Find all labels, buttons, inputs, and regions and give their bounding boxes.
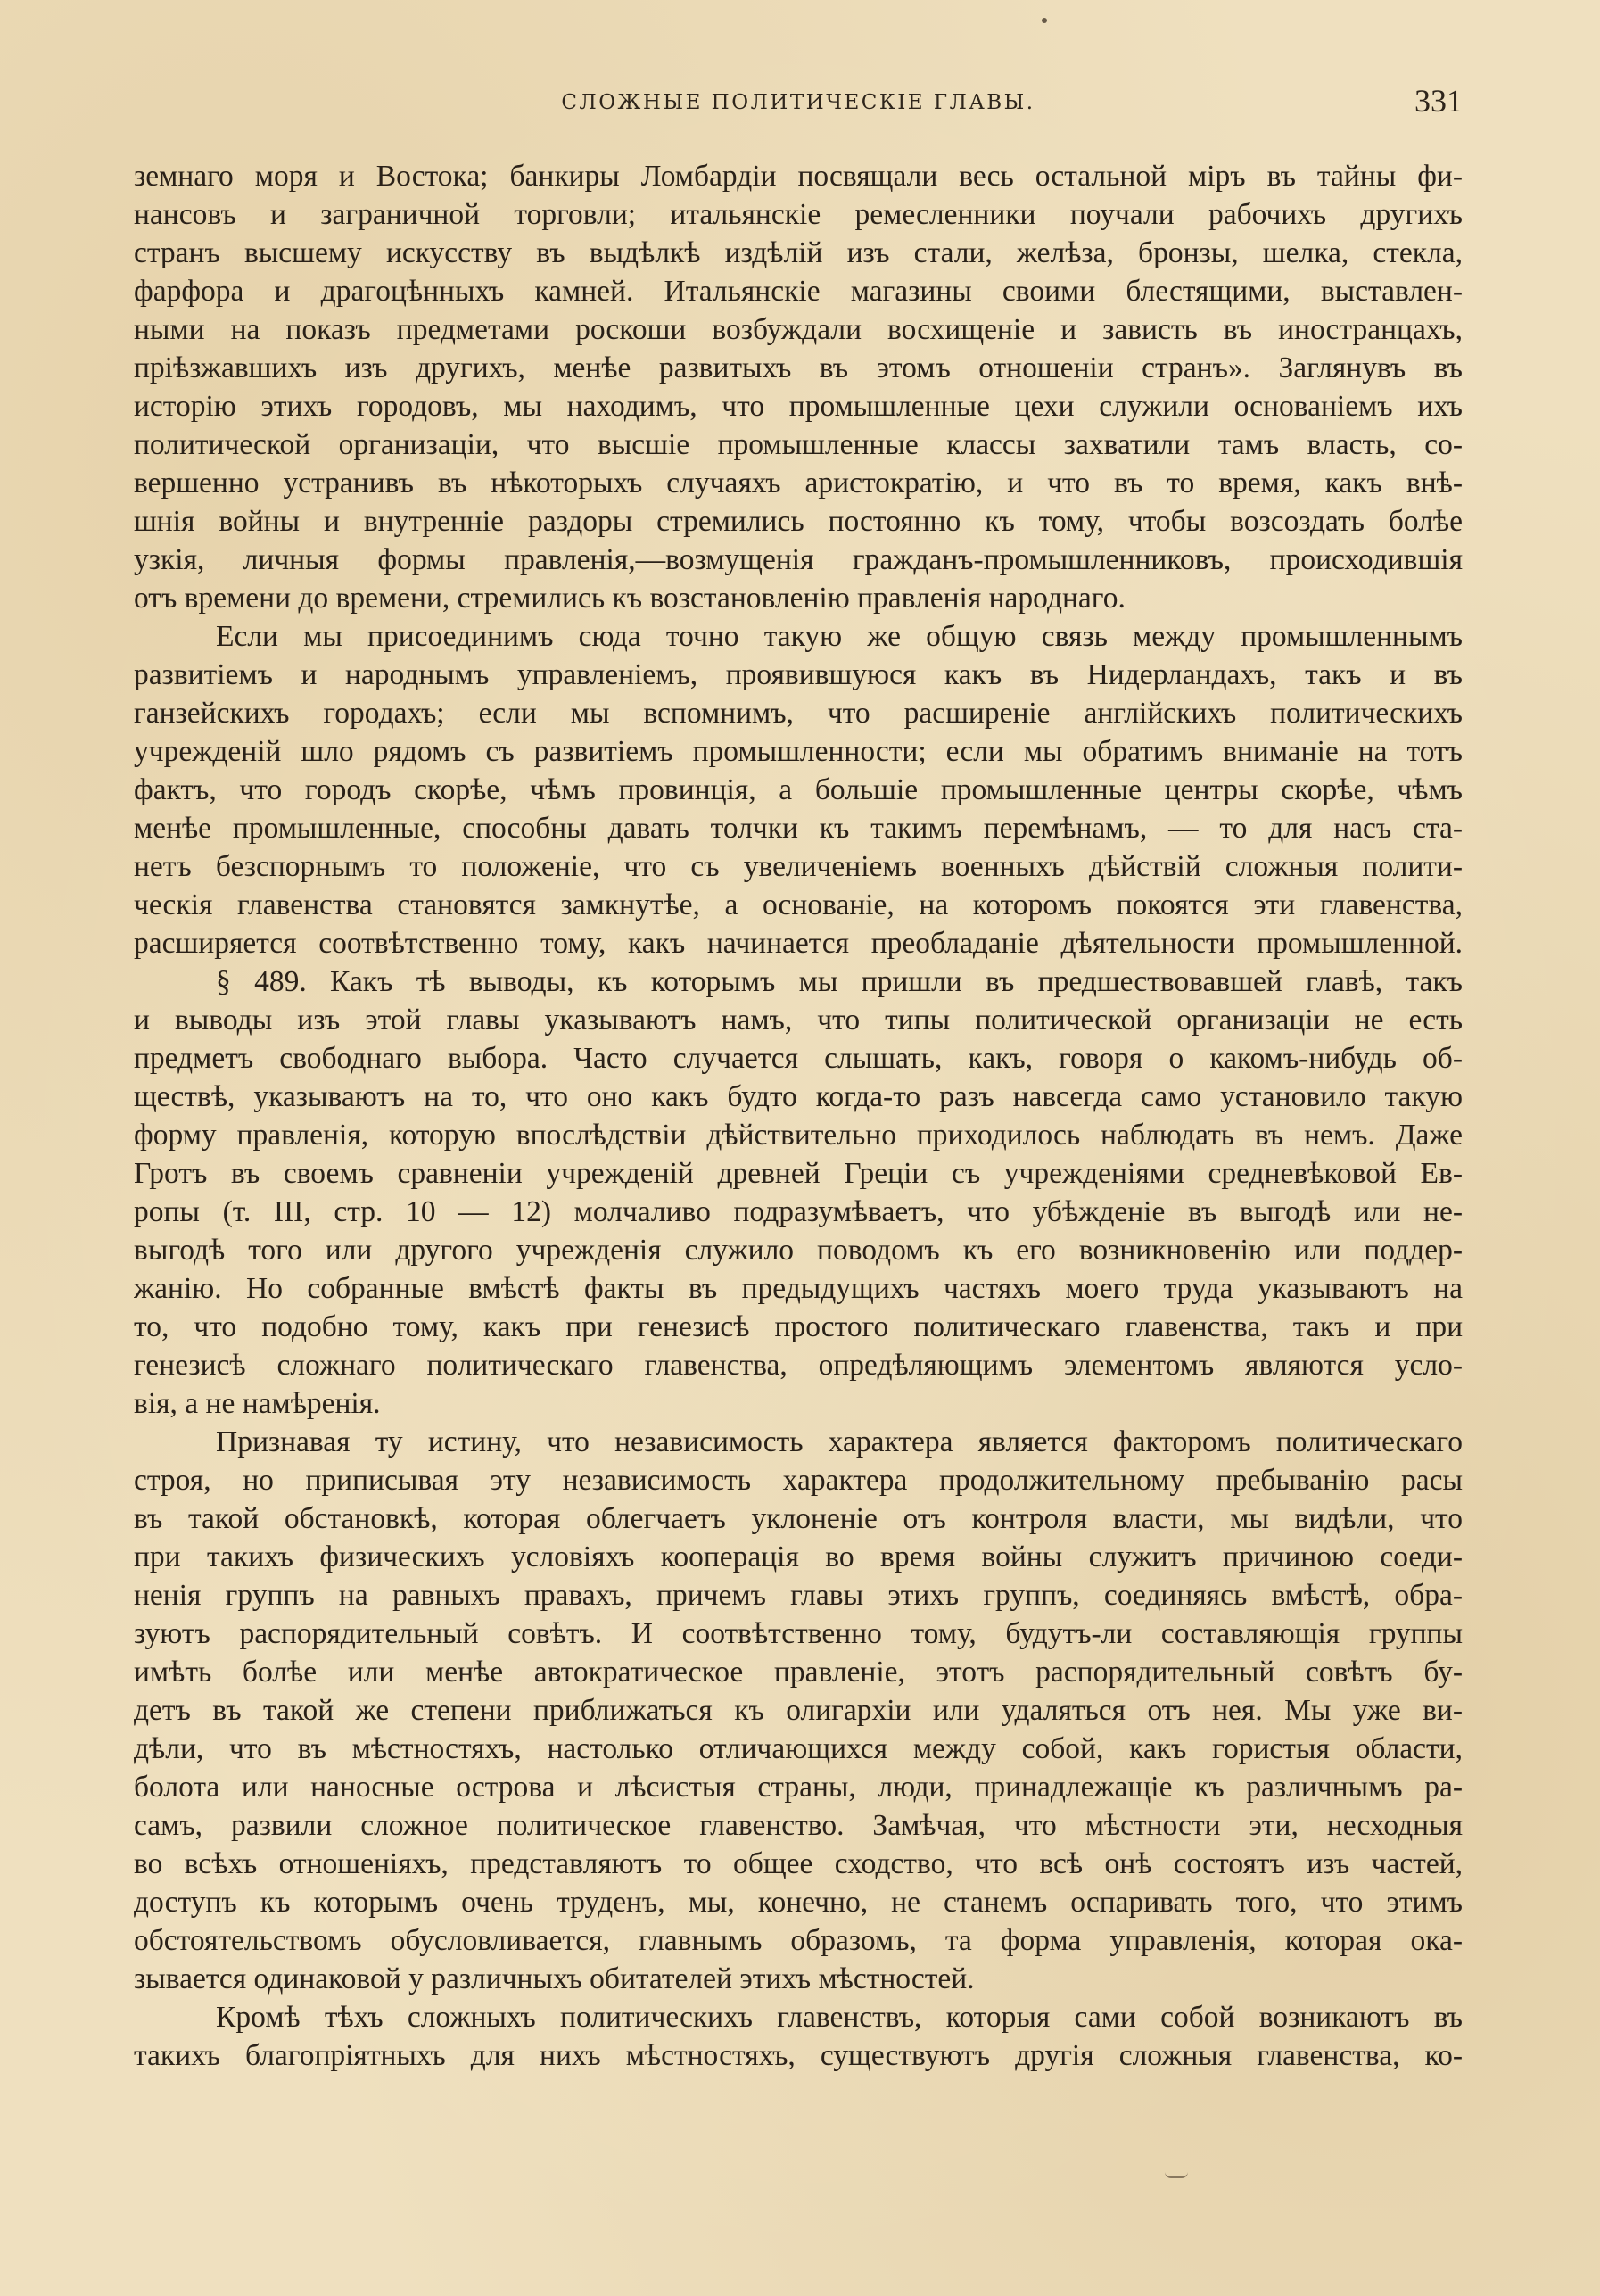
text-line: самъ, развили сложное политическое главенство. Замѣчая, что мѣстности эти, несходныя <box>134 1809 1463 1842</box>
text-line: зуютъ распорядительный совѣтъ. И соотвѣтственно тому, будутъ-ли составляющія группы <box>134 1617 1463 1650</box>
text-line: фарфора и драгоцѣнныхъ камней. Итальянскіе магазины своими блестящими, выставлен- <box>134 275 1463 308</box>
text-line: обстоятельствомъ обусловливается, главнымъ образомъ, та форма управленія, которая ока- <box>134 1924 1463 1957</box>
text-line: вія, а не намѣренія. <box>134 1387 381 1420</box>
text-line: при такихъ физическихъ условіяхъ кооперація во время войны служитъ причиною соеди- <box>134 1540 1463 1573</box>
text-line: въ такой обстановкѣ, которая облегчаетъ уклоненіе отъ контроля власти, мы видѣли, что <box>134 1502 1463 1535</box>
text-line: ненія группъ на равныхъ правахъ, причемъ главы этихъ группъ, соединяясь вмѣстѣ, обра- <box>134 1579 1463 1612</box>
text-line: дѣли, что въ мѣстностяхъ, настолько отличающихся между собой, какъ гористыя области, <box>134 1732 1463 1765</box>
page-number: 331 <box>1414 83 1463 119</box>
running-title: СЛОЖНЫЕ ПОЛИТИЧЕСКІЕ ГЛАВЫ. <box>561 91 1035 114</box>
text-line: Кромѣ тѣхъ сложныхъ политическихъ главенствъ, которыя сами собой возникаютъ въ <box>216 2001 1463 2034</box>
text-line: расширяется соотвѣтственно тому, какъ начинается преобладаніе дѣятельности промышленной. <box>134 927 1463 960</box>
paragraph <box>134 617 1463 962</box>
text-line: ществѣ, указываютъ на то, что оно какъ будто когда-то разъ навсегда само установило такую <box>134 1080 1463 1113</box>
text-line: вершенно устранивъ въ нѣкоторыхъ случаяхъ аристократію, и что въ то время, какъ внѣ- <box>134 467 1463 500</box>
text-line: менѣе промышленные, способны давать толчки къ такимъ перемѣнамъ, — то для насъ ста- <box>134 812 1463 845</box>
text-line: зывается одинаковой у различныхъ обитателей этихъ мѣстностей. <box>134 1962 975 1995</box>
text-line: исторію этихъ городовъ, мы находимъ, что промышленные цехи служили основаніемъ ихъ <box>134 390 1463 423</box>
text-line: фактъ, что городъ скорѣе, чѣмъ провинція, а большіе промышленные центры скорѣе, чѣмъ <box>134 773 1463 806</box>
text-line: пріѣзжавшихъ изъ другихъ, менѣе развитыхъ въ этомъ отношеніи странъ». Заглянувъ въ <box>134 351 1463 384</box>
text-line: предметъ свободнаго выбора. Часто случается слышать, какъ, говоря о какомъ-нибудь об- <box>134 1042 1463 1075</box>
text-line: развитіемъ и народнымъ управленіемъ, проявившуюся какъ въ Нидерландахъ, такъ и въ <box>134 658 1463 691</box>
body-text <box>134 157 1463 2075</box>
text-line: Если мы присоединимъ сюда точно такую же общую связь между промышленнымъ <box>216 620 1463 653</box>
text-line: шнія войны и внутренніе раздоры стремились постоянно къ тому, чтобы возсоздать болѣе <box>134 505 1463 538</box>
text-line: выгодѣ того или другого учрежденія служило поводомъ къ его возникновенію или поддер- <box>134 1234 1463 1267</box>
text-line: доступъ къ которымъ очень труденъ, мы, конечно, не станемъ оспаривать того, что этимъ <box>134 1886 1463 1919</box>
text-line: детъ въ такой же степени приближаться къ олигархіи или удаляться отъ нея. Мы уже ви- <box>134 1694 1463 1727</box>
text-line: Признавая ту истину, что независимость характера является факторомъ политическаго <box>216 1425 1463 1458</box>
ink-speck <box>1042 18 1047 23</box>
text-line: нетъ безспорнымъ то положеніе, что съ увеличеніемъ военныхъ дѣйствій сложныя полити- <box>134 850 1463 883</box>
paragraph <box>134 1423 1463 1998</box>
text-line: отъ времени до времени, стремились къ возстановленію правленія народнаго. <box>134 582 1126 615</box>
page-header <box>134 82 1463 127</box>
text-line: болота или наносные острова и лѣсистыя страны, люди, принадлежащіе къ различнымъ ра- <box>134 1771 1463 1804</box>
ink-mark <box>1165 2172 1188 2178</box>
text-line: и выводы изъ этой главы указываютъ намъ, что типы политической организаціи не есть <box>134 1003 1463 1037</box>
text-line: учрежденій шло рядомъ съ развитіемъ промышленности; если мы обратимъ вниманіе на тотъ <box>134 735 1463 768</box>
text-line: политической организаціи, что высшіе промышленные классы захватили тамъ власть, со- <box>134 428 1463 461</box>
text-line: странъ высшему искусству въ выдѣлкѣ издѣлій изъ стали, желѣза, бронзы, шелка, стекла, <box>134 236 1463 269</box>
text-line: жанію. Но собранные вмѣстѣ факты въ предыдущихъ частяхъ моего труда указываютъ на <box>134 1272 1463 1305</box>
text-line: форму правленія, которую впослѣдствіи дѣйствительно приходилось наблюдать въ немъ. Даже <box>134 1119 1463 1152</box>
section-paragraph <box>134 962 1463 1423</box>
text-line: строя, но приписывая эту независимость характера продолжительному пребыванію расы <box>134 1464 1463 1497</box>
text-line: ными на показъ предметами роскоши возбуждали восхищеніе и зависть въ иностранцахъ, <box>134 313 1463 346</box>
text-line: ганзейскихъ городахъ; если мы вспомнимъ, что расширеніе англійскихъ политическихъ <box>134 697 1463 730</box>
paragraph <box>134 1998 1463 2075</box>
text-line: ческія главенства становятся замкнутѣе, а основаніе, на которомъ покоятся эти главенства, <box>134 888 1463 921</box>
text-line: во всѣхъ отношеніяхъ, представляютъ то общее сходство, что всѣ онѣ состоятъ изъ частей, <box>134 1847 1463 1880</box>
text-line: § 489. Какъ тѣ выводы, къ которымъ мы пришли въ предшествовавшей главѣ, такъ <box>216 965 1463 998</box>
text-line: земнаго моря и Востока; банкиры Ломбардіи посвящали весь остальной міръ въ тайны фи- <box>134 160 1463 193</box>
text-line: Гротъ въ своемъ сравненіи учрежденій древней Греціи съ учрежденіями средневѣковой Ев- <box>134 1157 1463 1190</box>
text-line: узкія, личныя формы правленія,—возмущенія гражданъ-промышленниковъ, происходившія <box>134 543 1463 576</box>
text-line: генезисѣ сложнаго политическаго главенства, опредѣляющимъ элементомъ являются усло- <box>134 1349 1463 1382</box>
paragraph <box>134 157 1463 617</box>
text-line: нансовъ и заграничной торговли; итальянскіе ремесленники поучали рабочихъ другихъ <box>134 198 1463 231</box>
text-line: ропы (т. III, стр. 10 — 12) молчаливо подразумѣваетъ, что убѣжденіе въ выгодѣ или не- <box>134 1195 1463 1228</box>
text-line: имѣть болѣе или менѣе автократическое правленіе, этотъ распорядительный совѣтъ бу- <box>134 1656 1463 1689</box>
text-line: такихъ благопріятныхъ для нихъ мѣстностяхъ, существуютъ другія сложныя главенства, ко- <box>134 2039 1463 2072</box>
text-line: то, что подобно тому, какъ при генезисѣ простого политическаго главенства, такъ и при <box>134 1310 1463 1343</box>
